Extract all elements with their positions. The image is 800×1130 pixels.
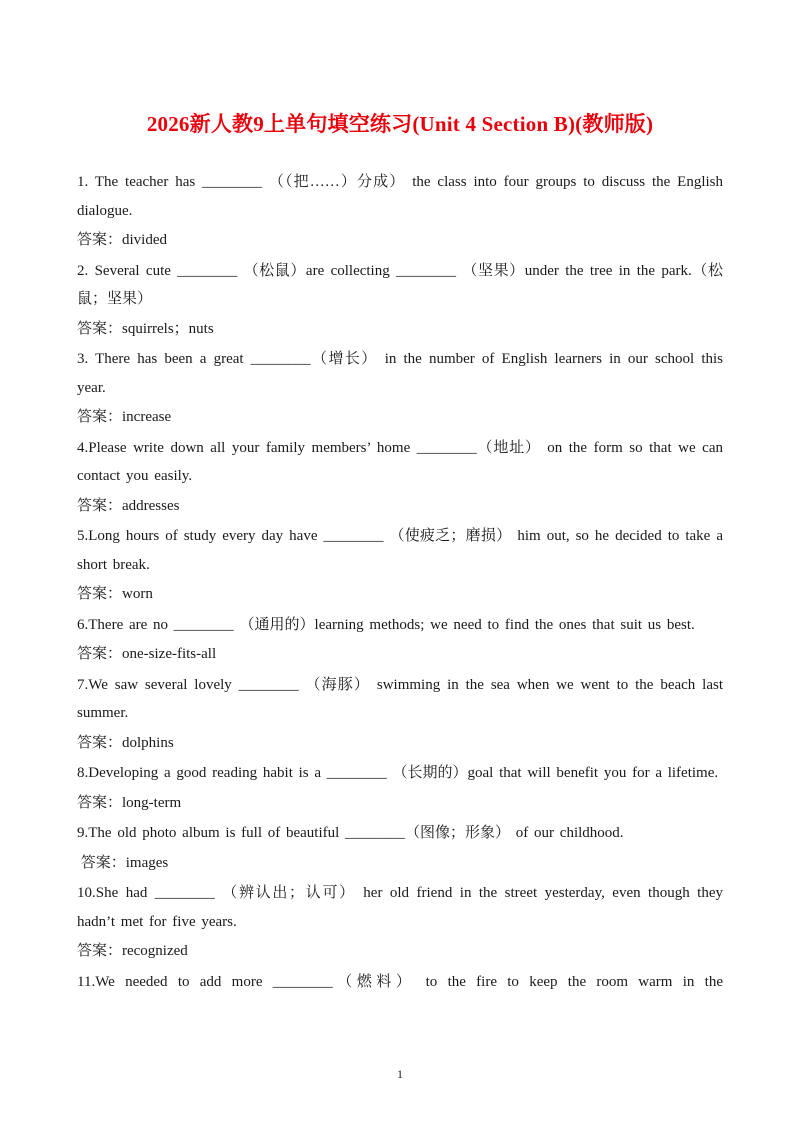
question-item [77,671,723,758]
question-item [77,257,723,344]
page-number: 1 [397,1067,403,1081]
question-item [77,819,723,877]
question-text: 7.We saw several lovely ________ （海豚） swimming in the sea when we went to the beach last summer. [77,676,723,721]
question-item [77,434,723,521]
question-item [77,522,723,609]
answer-text: 答案：squirrels；nuts [77,320,214,337]
answer-text: 答案：long-term [77,794,182,811]
question-text: 11.We needed to add more ________（燃料） to the fire to keep the room warm in the [77,973,723,990]
answer-text: 答案：addresses [77,497,180,514]
question-text: 10.She had ________ （辨认出；认可） her old friend in the street yesterday, even though they hadn’t met for five years. [77,885,723,930]
question-item [77,879,723,966]
answer-text: 答案：one-size-fits-all [77,646,217,662]
answer-text: 答案：worn [77,586,153,602]
question-text: 3. There has been a great ________（增长） in the number of English learners in our school this year. [77,351,723,396]
question-item [77,759,723,817]
question-text: 6.There are no ________ （通用的）learning methods; we need to find the ones that suit us best. [77,616,695,633]
question-item [77,968,723,997]
answer-text: 答案：divided [77,232,167,248]
answer-text: 答案：recognized [77,943,188,959]
question-item [77,611,723,669]
answer-text: 答案：images [77,854,169,871]
answer-text: 答案：increase [77,409,172,425]
question-text: 1. The teacher has ________ （（把……）分成） the class into four groups to discuss the English dialogue. [77,174,723,219]
question-text: 5.Long hours of study every day have ________ （使疲乏；磨损） him out, so he decided to take a short break. [77,528,723,573]
question-text: 2. Several cute ________ （松鼠）are collecting ________ （坚果）under the tree in the park.（松鼠；坚果） [77,262,723,307]
answer-text: 答案：dolphins [77,734,174,751]
question-list [77,168,723,996]
question-text: 4.Please write down all your family members’ home ________（地址） on the form so that we can contact you easily. [77,439,723,484]
question-text: 9.The old photo album is full of beautiful ________（图像；形象） of our childhood. [77,825,624,841]
page-title: 2026新人教9上单句填空练习(Unit 4 Section B)(教师版) [146,112,654,136]
question-item [77,345,723,432]
question-text: 8.Developing a good reading habit is a ________ （长期的）goal that will benefit you for a lifetime. [77,765,719,781]
question-item [77,168,723,255]
